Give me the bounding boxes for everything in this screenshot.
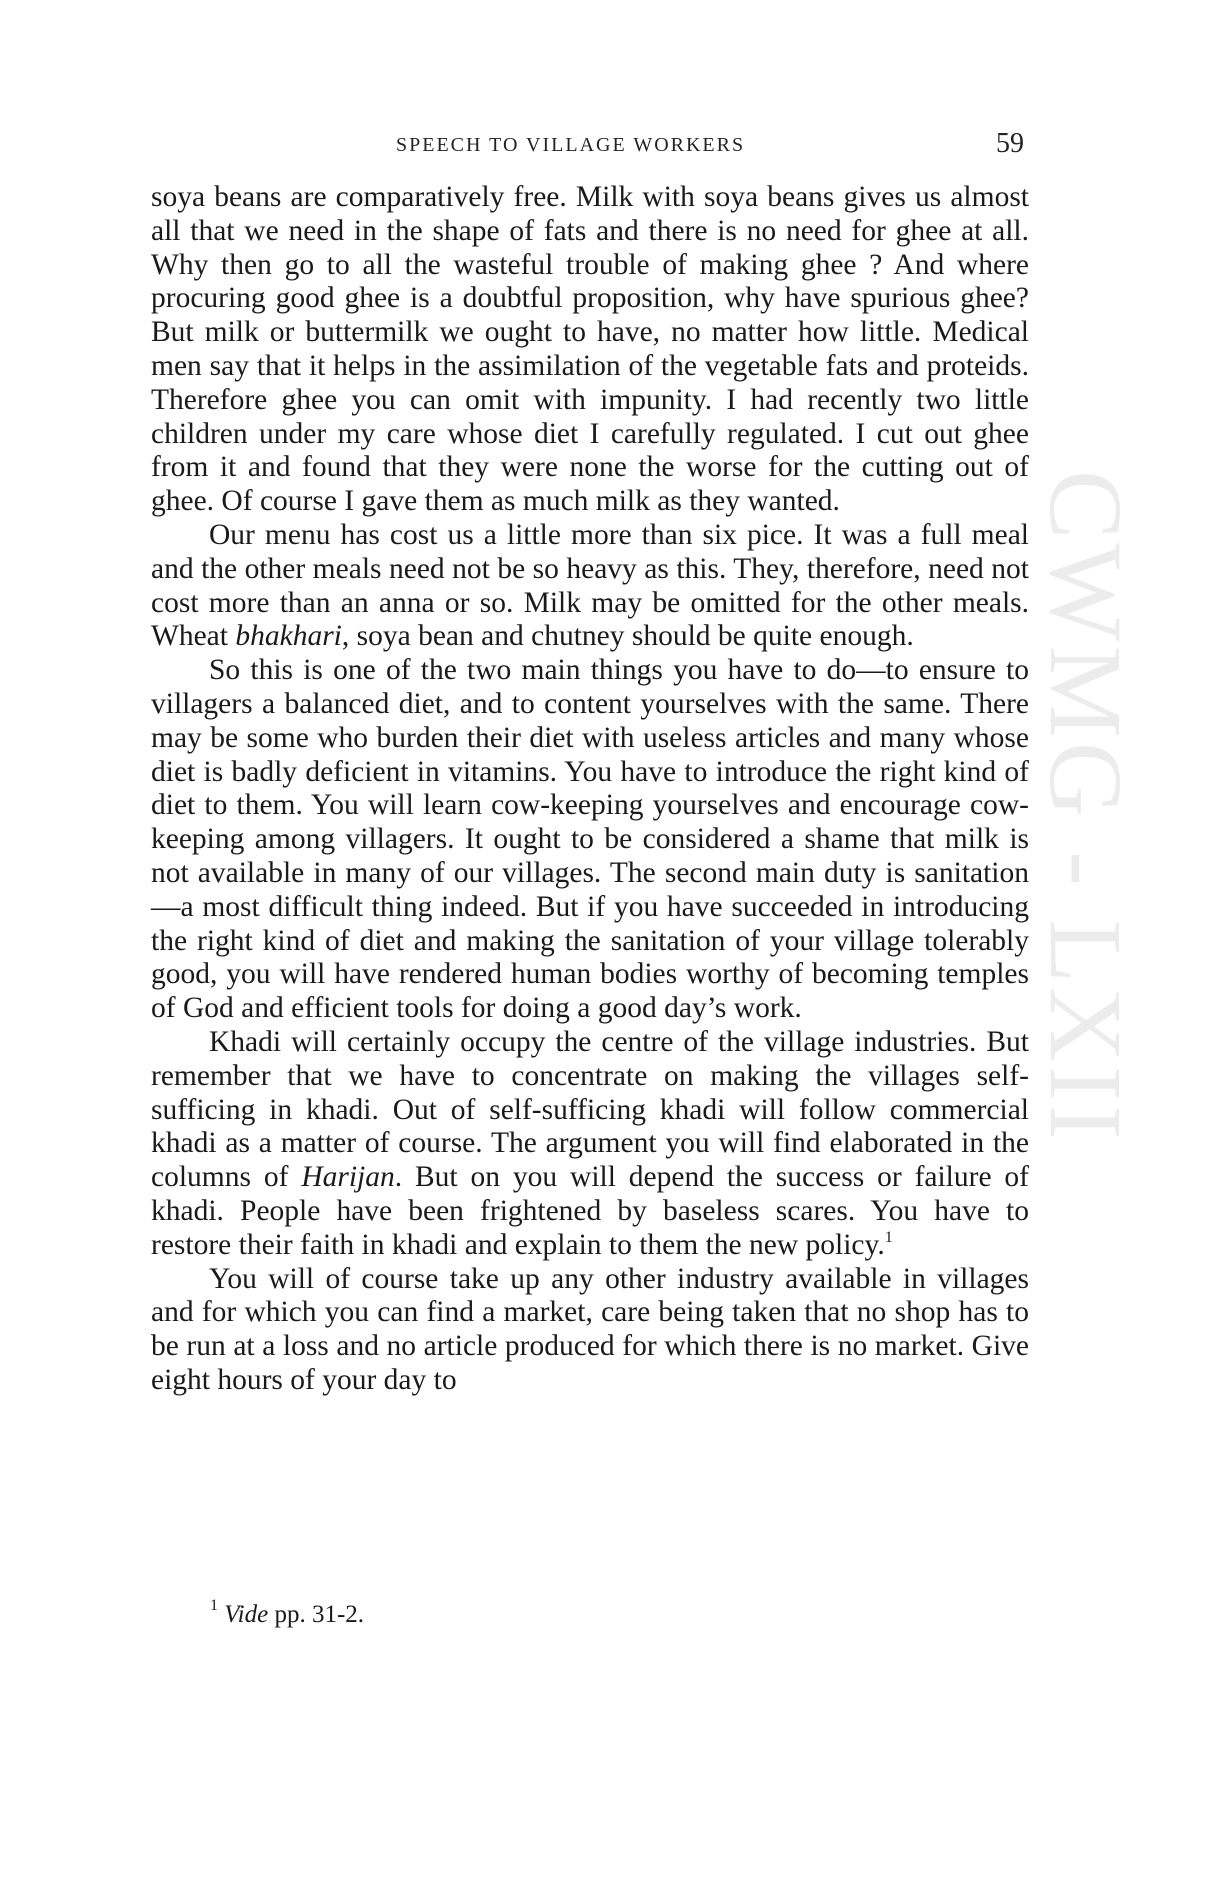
running-head: SPEECH TO VILLAGE WORKERS	[396, 134, 746, 156]
body-text	[151, 181, 1029, 1398]
paragraph-text: So this is one of the two main things you have to do—to ensure to villagers a balanced diet, and to content yourselves with the same. There may be some who burden their diet with useless articles and many whose diet is badly deficient in vitamins. You have to introduce the right kind of diet to them. You will learn cow-keeping yourselves and encourage cow-keeping among villagers. It ought to be considered a shame that milk is not available in many of our villages. The second main duty is sanitation—a most difficult thing indeed. But if you have succeeded in introducing the right kind of diet and making the sanitation of your village tolerably good, you will have rendered human bodies worthy of becoming temples of God and efficient tools for doing a good day’s work.	[151, 654, 1029, 1025]
italic-term: Harijan	[301, 1161, 395, 1194]
paragraph-text: . But on you will depend the success or failure of khadi. People have been frightened by baseless scares. You have to restore their faith in khadi and explain to them the new policy.	[151, 1161, 1030, 1261]
watermark: CWMG - LXII	[1028, 470, 1143, 1144]
paragraph-4	[151, 1026, 1029, 1263]
paragraph-text: Our menu has cost us a little more than six pice. It was a full meal and the other meals need not be so heavy as this. They, therefore, need not cost more than an anna or so. Milk may be omitted for the other meals. Wheat	[151, 518, 1029, 653]
paragraph-text: , soya bean and chutney should be quite enough.	[341, 620, 914, 653]
footnote-text: pp. 31-2.	[268, 1601, 365, 1628]
paragraph-text: You will of course take up any other industry available in villages and for which you can find a market, care being taken that no shop has to be run at a loss and no article produced for which there is no market. Give eight hours of your day to	[151, 1262, 1029, 1396]
paragraph-text: soya beans are comparatively free. Milk with soya beans gives us almost all that we need in the shape of fats and there is no need for ghee at all. Why then go to all the wasteful trouble of making ghee ? And where procuring good ghee is a doubtful proposition, why have spurious ghee? But milk or buttermilk we ought to have, no matter how little. Medical men say that it helps in the assimilation of the vegetable fats and proteids. Therefore ghee you can omit with impunity. I had recently two little children under my care whose diet I carefully regulated. I cut out ghee from it and found that they were none the worse for the cutting out of ghee. Of course I gave them as much milk as they wanted.	[151, 181, 1029, 518]
footnote	[210, 1597, 365, 1630]
footnote-reference[interactable]: 1	[884, 1228, 893, 1246]
italic-term: bhakhari	[235, 620, 342, 653]
paragraph-3	[151, 654, 1029, 1026]
paragraph-5	[151, 1263, 1029, 1398]
paragraph-1	[151, 181, 1029, 519]
paragraph-text: Khadi will certainly occupy the centre of the village industries. But remember that we have to concentrate on making the villages self-sufficing in khadi. Out of self-sufficing khadi will follow commercial khadi as a matter of course. The argument you will find elaborated in the columns of	[151, 1025, 1029, 1194]
footnote-italic: Vide	[224, 1601, 269, 1628]
footnote-marker: 1	[210, 1597, 218, 1614]
paragraph-2	[151, 519, 1029, 654]
page-number: 59	[996, 128, 1024, 159]
